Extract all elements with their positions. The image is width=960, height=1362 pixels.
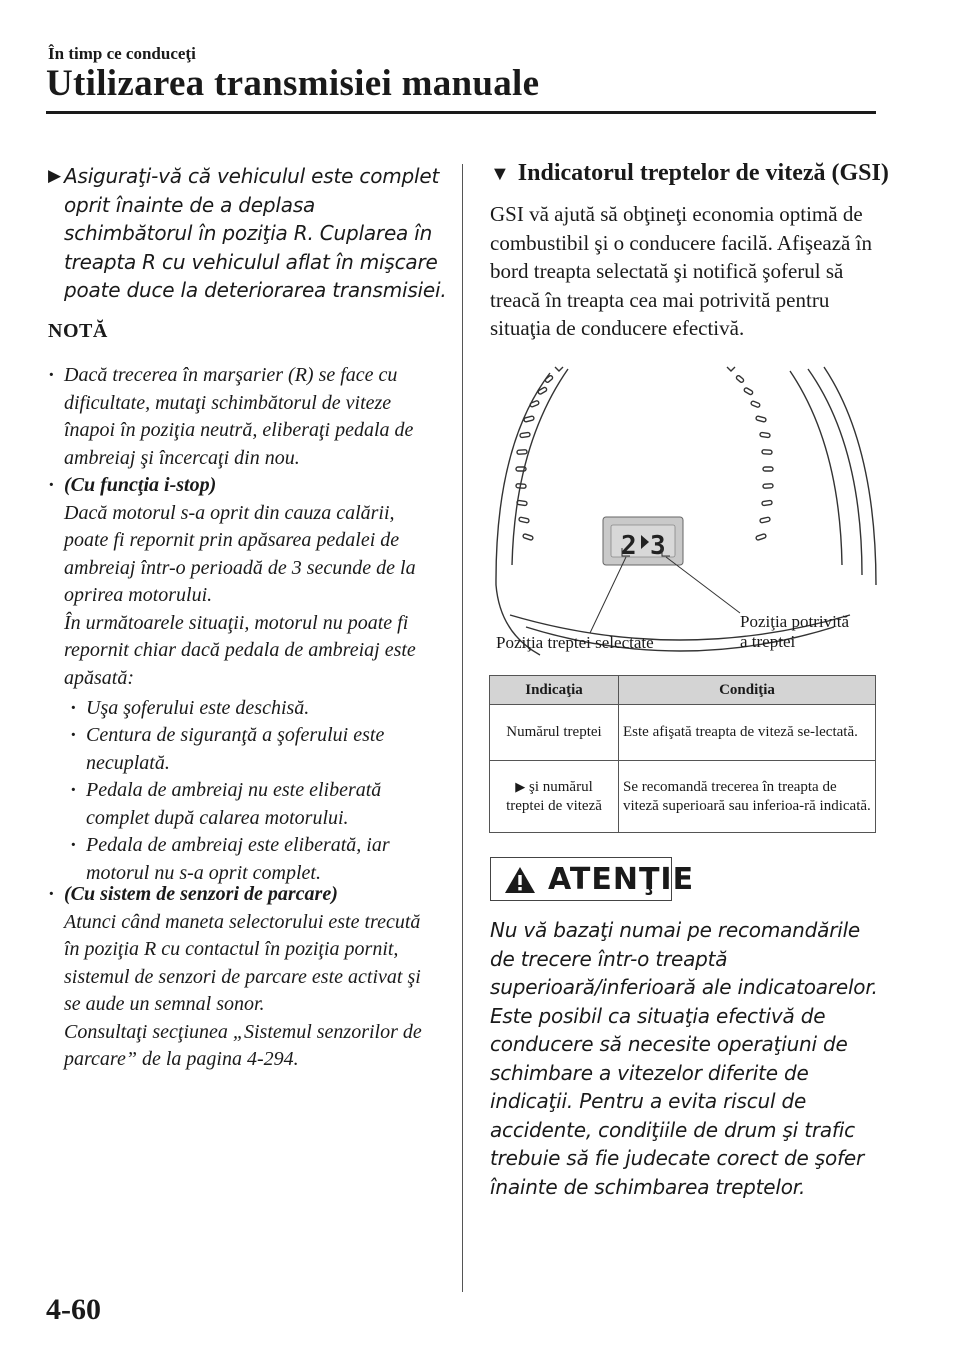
note-subtitle: (Cu sistem de senzori de parcare) bbox=[64, 883, 338, 905]
section-triangle-icon: ▼ bbox=[490, 163, 510, 185]
subnote-text: Uşa şoferului este deschisă. bbox=[86, 697, 310, 719]
note-item-reverse bbox=[48, 362, 436, 472]
bullet-icon: · bbox=[70, 834, 77, 856]
note-item-istop bbox=[48, 472, 440, 692]
caution-text: Asiguraţi-vă că vehiculul este complet oprit înainte de a deplasa schimbătorul în poziţia R. Cuplarea în treapta R cu vehiculul aflat în mişcare poate duce la deteriorarea transmisiei. bbox=[64, 164, 447, 302]
callout-line-recommended bbox=[666, 557, 740, 613]
right-gauge-arc-icon bbox=[790, 371, 842, 565]
chevron-icon bbox=[555, 367, 563, 371]
callout-line-selected bbox=[590, 557, 626, 633]
note-text: În următoarele situaţii, motorul nu poate fi repornit chiar dacă pedala de ambreiaj este apăsată: bbox=[64, 611, 416, 689]
subnote-item bbox=[70, 832, 438, 887]
table-header-condition: Condiţia bbox=[619, 676, 876, 705]
subnote-item bbox=[70, 695, 438, 723]
subnote-item bbox=[70, 722, 438, 777]
attention-label: ATENŢIE bbox=[548, 862, 695, 897]
table-cell: Numărul treptei bbox=[490, 705, 619, 761]
attention-text: Nu vă bazaţi numai pe recomandările de trecere într-o treaptă superioară/inferioară ale indicatoarelor. Este posibil ca situaţia efectivă de conducere să necesite operaţiuni de schimbare a vitezelor diferite de indicaţii. Pentru a evita riscul de accidente, condiţiile de drum şi trafic trebuie să fie judecate corect de şofer înainte de schimbarea treptelor. bbox=[490, 918, 878, 1199]
header-rule bbox=[46, 111, 876, 114]
selected-gear-digit: 2 bbox=[621, 531, 637, 561]
subnote-text: Pedala de ambreiaj este eliberată, iar motorul nu s-a oprit complet. bbox=[86, 834, 390, 884]
caption-recommended-gear-2: a treptei bbox=[740, 632, 796, 651]
table-cell bbox=[490, 761, 619, 833]
page-number: 4-60 bbox=[46, 1293, 101, 1326]
table-cell-text: treptei de viteză bbox=[506, 798, 602, 814]
right-gauge-outer-arc-icon bbox=[808, 369, 862, 575]
chevron-icon bbox=[727, 367, 735, 371]
bullet-icon: · bbox=[48, 474, 55, 496]
shift-arrow-icon: ▶ bbox=[515, 779, 526, 794]
table-cell: Se recomandă trecerea în treapta de viteză superioară sau inferioa-ră indicată. bbox=[619, 761, 876, 833]
subnote-text: Centura de siguranţă a şoferului este necuplată. bbox=[86, 724, 385, 774]
table-header-indication: Indicaţia bbox=[490, 676, 619, 705]
right-tick-marks-icon bbox=[736, 375, 773, 541]
subnote-text: Pedala de ambreiaj nu este eliberată complet după calarea motorului. bbox=[86, 779, 382, 829]
bullet-icon: · bbox=[70, 724, 77, 746]
note-subtitle: (Cu funcţia i-stop) bbox=[64, 474, 217, 496]
caution-block bbox=[48, 162, 448, 305]
table-row bbox=[490, 705, 876, 761]
note-text: Dacă trecerea în marşarier (R) se face cu dificultate, mutaţi schimbătorul de viteze înapoi în poziţia neutră, eliberaţi pedala de ambreiaj şi încercaţi din nou. bbox=[64, 364, 414, 469]
table-row bbox=[490, 761, 876, 833]
gsi-indication-table bbox=[489, 675, 876, 833]
gsi-heading bbox=[490, 160, 889, 187]
section-label: În timp ce conduceţi bbox=[48, 44, 196, 63]
note-heading: NOTĂ bbox=[48, 320, 108, 342]
recommended-gear-digit: 3 bbox=[650, 531, 666, 561]
page-title: Utilizarea transmisiei manuale bbox=[46, 63, 540, 104]
table-cell: Este afişată treapta de viteză se-lectată. bbox=[619, 705, 876, 761]
bullet-icon: · bbox=[48, 364, 55, 386]
note-item-parking bbox=[48, 881, 440, 1074]
subnote-item bbox=[70, 777, 438, 832]
caption-recommended-gear-1: Poziţia potrivită bbox=[740, 612, 850, 631]
table-cell-text: şi numărul bbox=[529, 779, 593, 795]
gsi-heading-text: Indicatorul treptelor de viteză (GSI) bbox=[517, 160, 889, 186]
bullet-icon: · bbox=[70, 779, 77, 801]
note-text: Atunci când maneta selectorului este trecută în poziţia R cu contactul în poziţia pornit, sistemul de senzori de parcare este activat şi se aude un semnal sonor. bbox=[64, 910, 421, 1015]
note-text: Dacă motorul s-a oprit din cauza calării, poate fi repornit prin apăsarea pedalei de ambreiaj într-o perioadă de 3 secunde de la oprirea motorului. bbox=[64, 501, 416, 606]
caption-selected-gear: Poziţia treptei selectate bbox=[496, 633, 654, 652]
left-tick-marks-icon bbox=[516, 375, 553, 541]
right-gauge-outer-arc-2-icon bbox=[824, 367, 876, 585]
gsi-description: GSI vă ajută să obţineţi economia optimă de combustibil şi o conducere facilă. Afişează în bord treapta selectată şi notifică şoferul să treacă în treapta cea mai potrivită pentru situaţia de conducere efectivă. bbox=[490, 202, 872, 340]
note-text: Consultaţi secţiunea „Sistemul senzorilor de parcare” de la pagina 4-294. bbox=[64, 1020, 422, 1070]
caution-arrow-icon: ▶ bbox=[48, 166, 61, 186]
bullet-icon: · bbox=[70, 697, 77, 719]
bullet-icon: · bbox=[48, 883, 55, 905]
column-divider bbox=[462, 164, 463, 1292]
warning-triangle-icon bbox=[503, 865, 537, 895]
